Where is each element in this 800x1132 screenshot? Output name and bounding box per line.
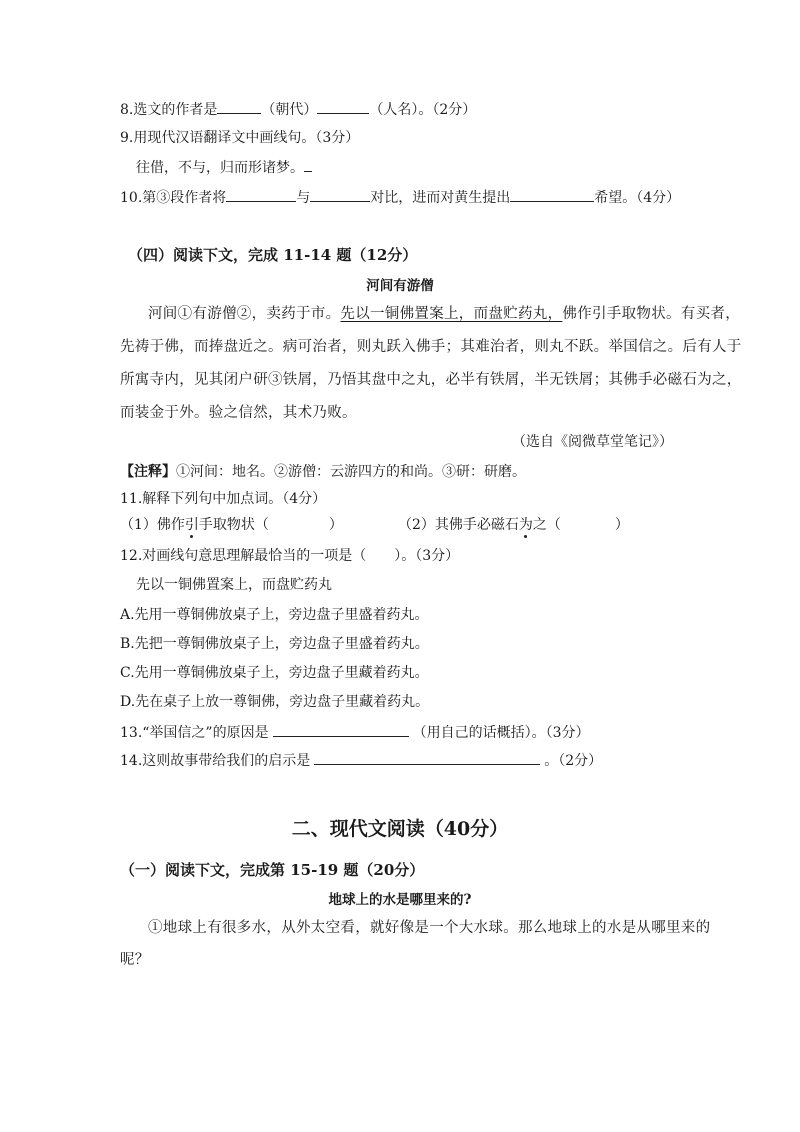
question-14	[120, 750, 602, 771]
passage-line-1-b: 佛作引手取物状。有买者，	[562, 306, 741, 322]
q9-sentence-text: 往借，不与，归而形诸梦。	[136, 160, 304, 176]
q10-text-1: 10.第③段作者将	[120, 190, 227, 206]
q9-answer-blank[interactable]	[304, 157, 312, 172]
q10-text-3: 对比，进而对黄生提出	[370, 190, 511, 206]
question-11-item-1	[120, 515, 343, 535]
q11-item1-dotted-word: 引	[184, 517, 199, 533]
question-12-sentence: 先以一铜佛置案上，而盘贮药丸	[136, 577, 332, 593]
q14-answer-blank[interactable]	[314, 750, 540, 765]
q8-text-1: 8.选文的作者是	[120, 102, 218, 118]
q10-text-4: 希望。（4分）	[594, 190, 681, 206]
note-text: ①河间：地名。②游僧：云游四方的和尚。③研：研磨。	[176, 464, 526, 480]
passage-line-2: 先祷于佛，而捧盘近之。病可治者，则丸跃入佛手；其难治者，则丸不跃。举国信之。后有人于	[120, 339, 742, 355]
question-12-option-b[interactable]: B.先把一尊铜佛放桌子上，旁边盘子里盛着药丸。	[120, 636, 429, 652]
q11-item1-text-c: ）	[328, 517, 343, 533]
q10-text-2: 与	[296, 190, 311, 206]
q8-blank-dynasty[interactable]	[217, 99, 261, 114]
passage-title: 河间有游僧	[366, 278, 434, 294]
article-paragraph-1-line-2: 呢？	[120, 952, 150, 968]
article-paragraph-1-line-1: ①地球上有很多水，从外太空看，就好像是一个大水球。那么地球上的水是从哪里来的	[148, 920, 711, 936]
passage-line-4: 而装金于外。验之信然，其术乃败。	[120, 405, 357, 421]
q14-text-1: 14.这则故事带给我们的启示是	[120, 753, 311, 769]
q14-text-2: 。（2分）	[544, 753, 603, 769]
question-9-sentence	[136, 157, 312, 178]
q13-text-1: 13.“举国信之”的原因是	[120, 725, 269, 741]
q10-blank-1[interactable]	[226, 187, 296, 202]
q13-text-2: （用自己的话概括）。（3分）	[412, 725, 590, 741]
part-2-heading: 二、现代文阅读（40分）	[291, 818, 509, 840]
question-11-item-2	[398, 515, 629, 535]
question-8	[120, 99, 476, 120]
q8-text-2: （朝代）	[261, 102, 318, 118]
passage-note	[120, 462, 526, 482]
passage-line-3: 所寓寺内，见其闭户研③铁屑，乃悟其盘中之丸，必半有铁屑，半无铁屑；其佛手必磁石为之，	[120, 372, 742, 388]
q8-blank-name[interactable]	[317, 99, 369, 114]
section-1-heading: （一）阅读下文，完成第 15-19 题（20分）	[120, 861, 425, 879]
passage-source: （选自《阅微草堂笔记》）	[512, 434, 673, 450]
section-4-heading: （四）阅读下文，完成 11-14 题（12分）	[128, 246, 418, 264]
question-13	[120, 722, 590, 743]
question-12-option-c[interactable]: C.先用一尊铜佛放桌子上，旁边盘子里藏着药丸。	[120, 665, 429, 681]
question-12: 12.对画线句意思理解最恰当的一项是（ ）。（3分）	[120, 548, 460, 564]
q11-item2-text-b: 之（	[532, 517, 561, 533]
note-label: 【注释】	[120, 464, 176, 480]
passage-underlined-sentence: 先以一铜佛置案上，而盘贮药丸，	[340, 306, 563, 322]
q11-item1-text-a: （1）佛作	[120, 517, 185, 533]
q10-blank-2[interactable]	[310, 187, 370, 202]
question-10	[120, 187, 680, 208]
q11-item2-text-c: ）	[614, 517, 629, 533]
passage-line-1	[148, 304, 740, 324]
q13-answer-blank[interactable]	[273, 722, 409, 737]
question-11: 11.解释下列句中加点词。（4分）	[120, 491, 327, 507]
passage-line-1-a: 河间①有游僧②，卖药于市。	[148, 306, 341, 322]
q11-item2-dotted-word: 为	[518, 517, 533, 533]
q10-blank-3[interactable]	[510, 187, 594, 202]
q11-item2-text-a: （2）其佛手必磁石	[398, 517, 519, 533]
question-9: 9.用现代汉语翻译文中画线句。（3分）	[120, 130, 360, 146]
question-12-option-d[interactable]: D.先在桌子上放一尊铜佛，旁边盘子里藏着药丸。	[120, 694, 430, 710]
question-12-option-a[interactable]: A.先用一尊铜佛放桌子上，旁边盘子里盛着药丸。	[120, 607, 429, 623]
q8-text-3: （人名）。（2分）	[369, 102, 477, 118]
q11-item1-text-b: 手取物状（	[198, 517, 269, 533]
article-title: 地球上的水是哪里来的?	[328, 892, 472, 908]
